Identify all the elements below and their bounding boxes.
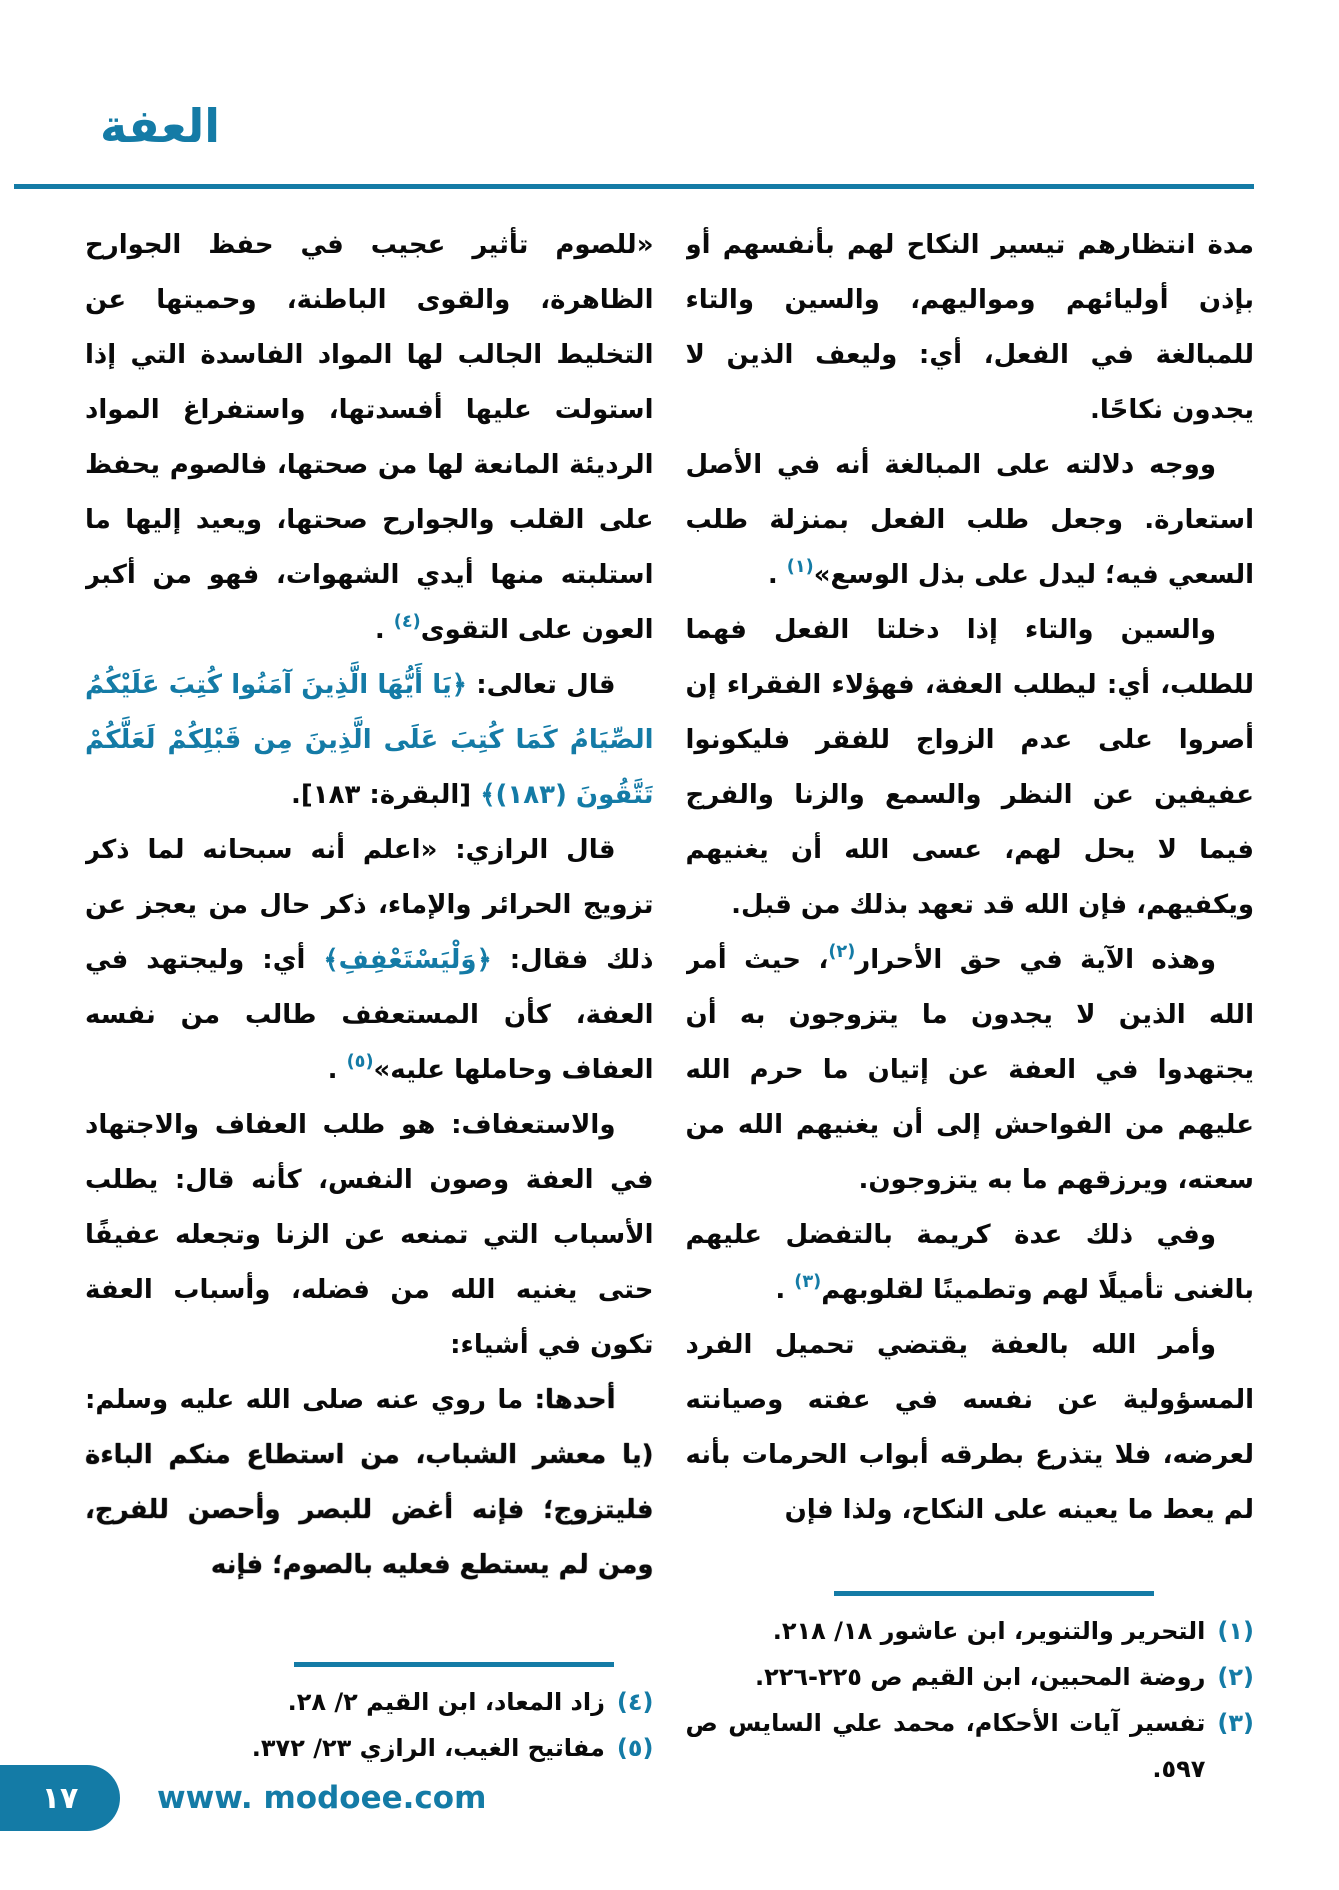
- paragraph: [686, 603, 1255, 933]
- footnote-marker: (٣): [1217, 1709, 1254, 1737]
- body-text: .: [374, 615, 394, 645]
- footnote: [85, 1679, 654, 1725]
- column-right: [686, 218, 1255, 1792]
- footnote-list-left: [85, 1679, 654, 1771]
- hadith-text: (يا معشر الشباب، من استطاع منكم الباءة فليتزوج؛ فإنه أغض للبصر وأحصن للفرج، ومن لم يستطع فعليه بالصوم؛ فإنه: [85, 1440, 654, 1580]
- body-text: ووجه دلالته على المبالغة أنه في الأصل استعارة. وجعل طلب الفعل بمنزلة طلب السعي فيه؛ ليدل على بذل الوسع»: [685, 450, 1254, 590]
- page-number: ١٧: [41, 1780, 79, 1816]
- header-rule: [14, 184, 1254, 189]
- paragraph: [686, 438, 1255, 603]
- page-title: العفة: [100, 99, 221, 153]
- footnote-separator-rule: [294, 1662, 614, 1667]
- footnote: [85, 1725, 654, 1771]
- footnote-marker: (٤): [616, 1688, 654, 1716]
- paragraph: [85, 1373, 654, 1593]
- footnote-text: التحرير والتنوير، ابن عاشور ١٨/ ٢١٨.: [772, 1617, 1206, 1645]
- body-text: [البقرة: ١٨٣].: [290, 780, 481, 810]
- footnote-text: تفسير آيات الأحكام، محمد علي السايس ص ٥٩٧.: [685, 1709, 1206, 1783]
- footnotes-right: [686, 1591, 1255, 1792]
- body-text: وأمر الله بالعفة يقتضي تحميل الفرد المسؤولية عن نفسه في عفته وصيانته لعرضه، فلا يتذرع بطرقه أبواب الحرمات بأنه لم يعط ما يعينه على النكاح، ولذا فإن: [685, 1330, 1254, 1525]
- paragraph: [686, 1208, 1255, 1318]
- footnote-text: روضة المحبين، ابن القيم ص ٢٢٥-٢٢٦.: [754, 1663, 1206, 1691]
- body-text-right: [686, 218, 1255, 1538]
- body-text: .: [327, 1055, 347, 1085]
- footnote: [686, 1700, 1255, 1792]
- footnote-text: مفاتيح الغيب، الرازي ٢٣/ ٣٧٢.: [251, 1734, 605, 1762]
- body-text: ما روي عنه صلى الله عليه وسلم:: [85, 1385, 535, 1415]
- footnote-marker: (٢): [1217, 1663, 1254, 1691]
- paragraph: [686, 1318, 1255, 1538]
- paragraph: [85, 823, 654, 1098]
- website-text: www. modoee.com: [157, 1780, 487, 1816]
- text-columns: [85, 218, 1254, 1792]
- footnote-ref: (٣): [794, 1272, 822, 1292]
- footnote: [686, 1654, 1255, 1700]
- hadith-text: أحدها:: [534, 1385, 616, 1415]
- footnote-separator-rule: [834, 1591, 1154, 1596]
- body-text: .: [775, 1275, 795, 1305]
- body-text: .: [767, 560, 787, 590]
- footnote-ref: (٤): [393, 612, 421, 632]
- footnotes-left: [85, 1662, 654, 1771]
- footnote-list-right: [686, 1608, 1255, 1792]
- footnote-ref: (٢): [828, 942, 856, 962]
- body-text: والاستعفاف: هو طلب العفاف والاجتهاد في العفة وصون النفس، كأنه قال: يطلب الأسباب التي تمنعه عن الزنا وتجعله عفيفًا حتى يغنيه الله من فضله، وأسباب العفة تكون في أشياء:: [85, 1110, 654, 1360]
- footnote-text: زاد المعاد، ابن القيم ٢/ ٢٨.: [287, 1688, 605, 1716]
- body-text: قال الرازي: «اعلم أنه سبحانه لما ذكر تزويج الحرائر والإماء، ذكر حال من يعجز عن ذلك فقال:: [85, 835, 654, 975]
- body-text: والسين والتاء إذا دخلتا الفعل فهما للطلب، أي: ليطلب العفة، فهؤلاء الفقراء إن أصروا على عدم الزواج للفقر فليكونوا عفيفين عن النظر والسمع والزنا والفرج فيما لا يحل لهم، عسى الله أن يغنيهم ويكفيهم، فإن الله قد تعهد بذلك من قبل.: [685, 615, 1254, 920]
- page-number-badge: [0, 1765, 120, 1831]
- body-text: وفي ذلك عدة كريمة بالتفضل عليهم بالغنى تأميلًا لهم وتطمينًا لقلوبهم: [685, 1220, 1254, 1305]
- footnote: [686, 1608, 1255, 1654]
- paragraph: [686, 218, 1255, 438]
- footnote-ref: (١): [786, 557, 814, 577]
- body-text: مدة انتظارهم تيسير النكاح لهم بأنفسهم أو بإذن أوليائهم ومواليهم، والسين والتاء للمبالغة في الفعل، أي: وليعف الذين لا يجدون نكاحًا.: [685, 230, 1254, 425]
- column-left: [85, 218, 654, 1771]
- quran-verse: ﴿وَلْيَسْتَعْفِفِ﴾: [323, 945, 492, 975]
- body-text: أي: وليجتهد في العفة، كأن المستعفف طالب من نفسه العفاف وحاملها عليه»: [85, 945, 654, 1085]
- quran-verse: ﴿يَا أَيُّهَا الَّذِينَ آمَنُوا كُتِبَ عَلَيْكُمُ الصِّيَامُ كَمَا كُتِبَ عَلَى الَّذِينَ مِن قَبْلِكُمْ لَعَلَّكُمْ تَتَّقُونَ (١٨٣)﴾: [85, 670, 654, 810]
- paragraph: [85, 658, 654, 823]
- footnote-ref: (٥): [346, 1052, 374, 1072]
- body-text: وهذه الآية في حق الأحرار: [855, 945, 1216, 975]
- paragraph: [686, 933, 1255, 1208]
- body-text: ، حيث أمر الله الذين لا يجدون ما يتزوجون به أن يجتهدوا في العفة عن إتيان ما حرم الله عليهم من الفواحش إلى أن يغنيهم الله من سعته، ويرزقهم ما به يتزوجون.: [685, 945, 1254, 1195]
- paragraph: [85, 218, 654, 658]
- footnote-marker: (٥): [616, 1734, 654, 1762]
- paragraph: [85, 1098, 654, 1373]
- body-text: قال تعالى:: [467, 670, 616, 700]
- footnote-marker: (١): [1217, 1617, 1254, 1645]
- body-text-left: [85, 218, 654, 1593]
- body-text: «للصوم تأثير عجيب في حفظ الجوارح الظاهرة، والقوى الباطنة، وحميتها عن التخليط الجالب لها المواد الفاسدة التي إذا استولت عليها أفسدتها، واستفراغ المواد الرديئة المانعة لها من صحتها، فالصوم يحفظ على القلب والجوارح صحتها، ويعيد إليها ما استلبته منها أيدي الشهوات، فهو من أكبر العون على التقوى: [85, 230, 654, 645]
